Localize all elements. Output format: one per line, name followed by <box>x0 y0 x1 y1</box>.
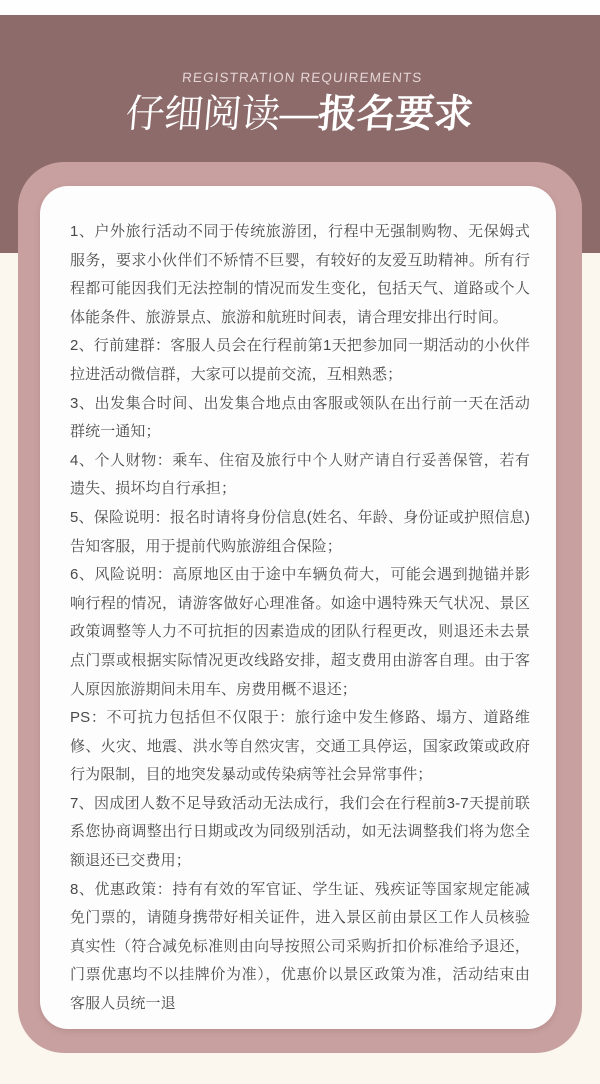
page-title-bold-part: 报名要求 <box>316 93 475 136</box>
notice-card <box>40 186 556 1029</box>
notice-paragraph: 2、行前建群：客服人员会在行程前第1天把参加同一期活动的小伙伴拉进活动微信群，大家可以提前交流，互相熟悉； <box>70 337 530 383</box>
top-white-strip <box>0 0 600 15</box>
notice-paragraph: 8、优惠政策：持有有效的军官证、学生证、残疾证等国家规定能减免门票的，请随身携带好相关证件，进入景区前由景区工作人员核验真实性（符合减免标准则由向导按照公司采购折扣价标准给予退还，门票优惠均不以挂牌价为准），优惠价以景区政策为准，活动结束由客服人员统一退 <box>70 880 530 1013</box>
notice-paragraph: 6、风险说明：高原地区由于途中车辆负荷大，可能会遇到抛锚并影响行程的情况，请游客做好心理准备。如途中遇特殊天气状况、景区政策调整等人力不可抗拒的因素造成的团队行程更改，则退还未去景点门票或根据实际情况更改线路安排，超支费用由游客自理。由于客人原因旅游期间未用车、房费用概不退还； <box>70 566 530 698</box>
notice-paragraph: 3、出发集合时间、出发集合地点由客服或领队在出行前一天在活动群统一通知； <box>70 394 530 441</box>
notice-paragraph: 1、户外旅行活动不同于传统旅游团，行程中无强制购物、无保姆式服务，要求小伙伴们不矫情不巨婴，有较好的友爱互助精神。所有行程都可能因我们无法控制的情况而发生变化，包括天气、道路或个人体能条件、旅游景点、旅游和航班时间表，请合理安排出行时间。 <box>70 223 530 326</box>
pink-frame <box>18 162 582 1053</box>
notice-paragraph: 5、保险说明：报名时请将身份信息(姓名、年龄、身份证或护照信息)告知客服，用于提前代购旅游组合保险； <box>70 508 530 555</box>
notice-text <box>70 218 530 1019</box>
notice-paragraph: PS：不可抗力包括但不仅限于：旅行途中发生修路、塌方、道路维修、火灾、地震、洪水等自然灾害，交通工具停运，国家政策或政府行为限制，目的地突发暴动或传染病等社会异常事件； <box>70 709 530 784</box>
header <box>0 70 600 137</box>
page-title <box>0 93 600 137</box>
page-title-light-part: 仔细阅读— <box>123 93 321 136</box>
subtitle-english: REGISTRATION REQUIREMENTS <box>181 70 424 85</box>
notice-paragraph: 4、个人财物：乘车、住宿及旅行中个人财产请自行妥善保管，若有遗失、损坏均自行承担； <box>70 451 530 498</box>
notice-paragraph: 7、因成团人数不足导致活动无法成行，我们会在行程前3-7天提前联系您协商调整出行日期或改为同级别活动，如无法调整我们将为您全额退还已交费用； <box>70 794 530 870</box>
